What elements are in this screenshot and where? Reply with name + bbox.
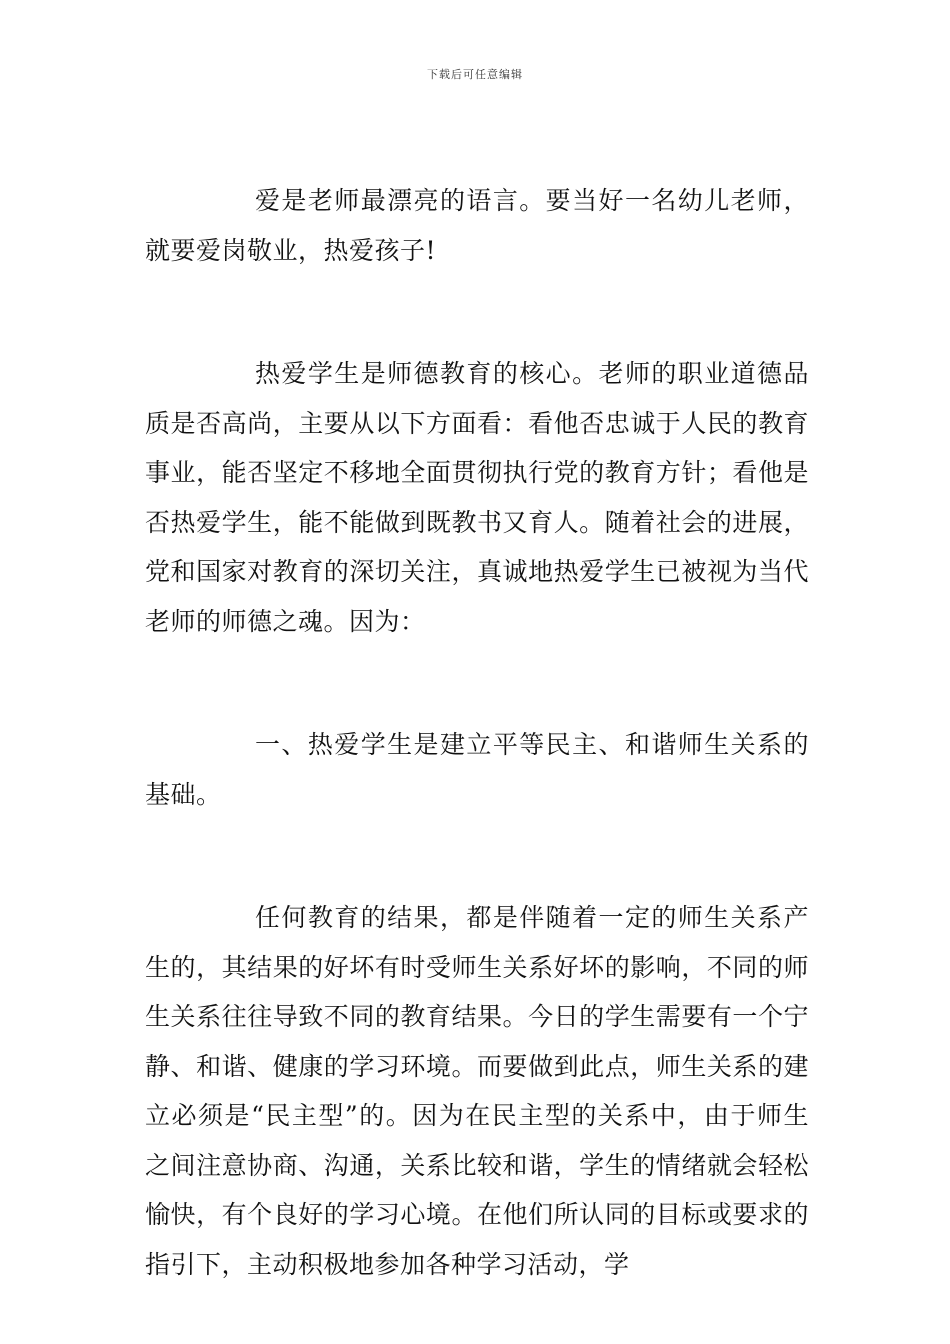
paragraph-relationship: 任何教育的结果，都是伴随着一定的师生关系产生的，其结果的好坏有时受师生关系好坏的影响，不同的师生关系往往导致不同的教育结果。今日的学生需要有一个宁静、和谐、健康的学习环境。而要做到此点，师生关系的建立必须是“民主型”的。因为在民主型的关系中，由于师生之间注意协商、沟通，关系比较和谐，学生的情绪就会轻松愉快，有个良好的学习心境。在他们所认同的目标或要求的指引下，主动积极地参加各种学习活动，学 <box>145 903 809 1279</box>
document-body <box>145 176 809 1289</box>
paragraph-core: 热爱学生是师德教育的核心。老师的职业道德品质是否高尚，主要从以下方面看：看他否忠诚于人民的教育事业，能否坚定不移地全面贯彻执行党的教育方针；看他是否热爱学生，能不能做到既教书又育人。随着社会的进展，党和国家对教育的深切关注，真诚地热爱学生已被视为当代老师的师德之魂。因为： <box>145 359 809 636</box>
header-note: 下载后可任意编辑 <box>427 68 523 81</box>
section-heading-one: 一、热爱学生是建立平等民主、和谐师生关系的基础。 <box>145 730 809 809</box>
paragraph-intro: 爱是老师最漂亮的语言。要当好一名幼儿老师，就要爱岗敬业，热爱孩子! <box>145 186 809 265</box>
